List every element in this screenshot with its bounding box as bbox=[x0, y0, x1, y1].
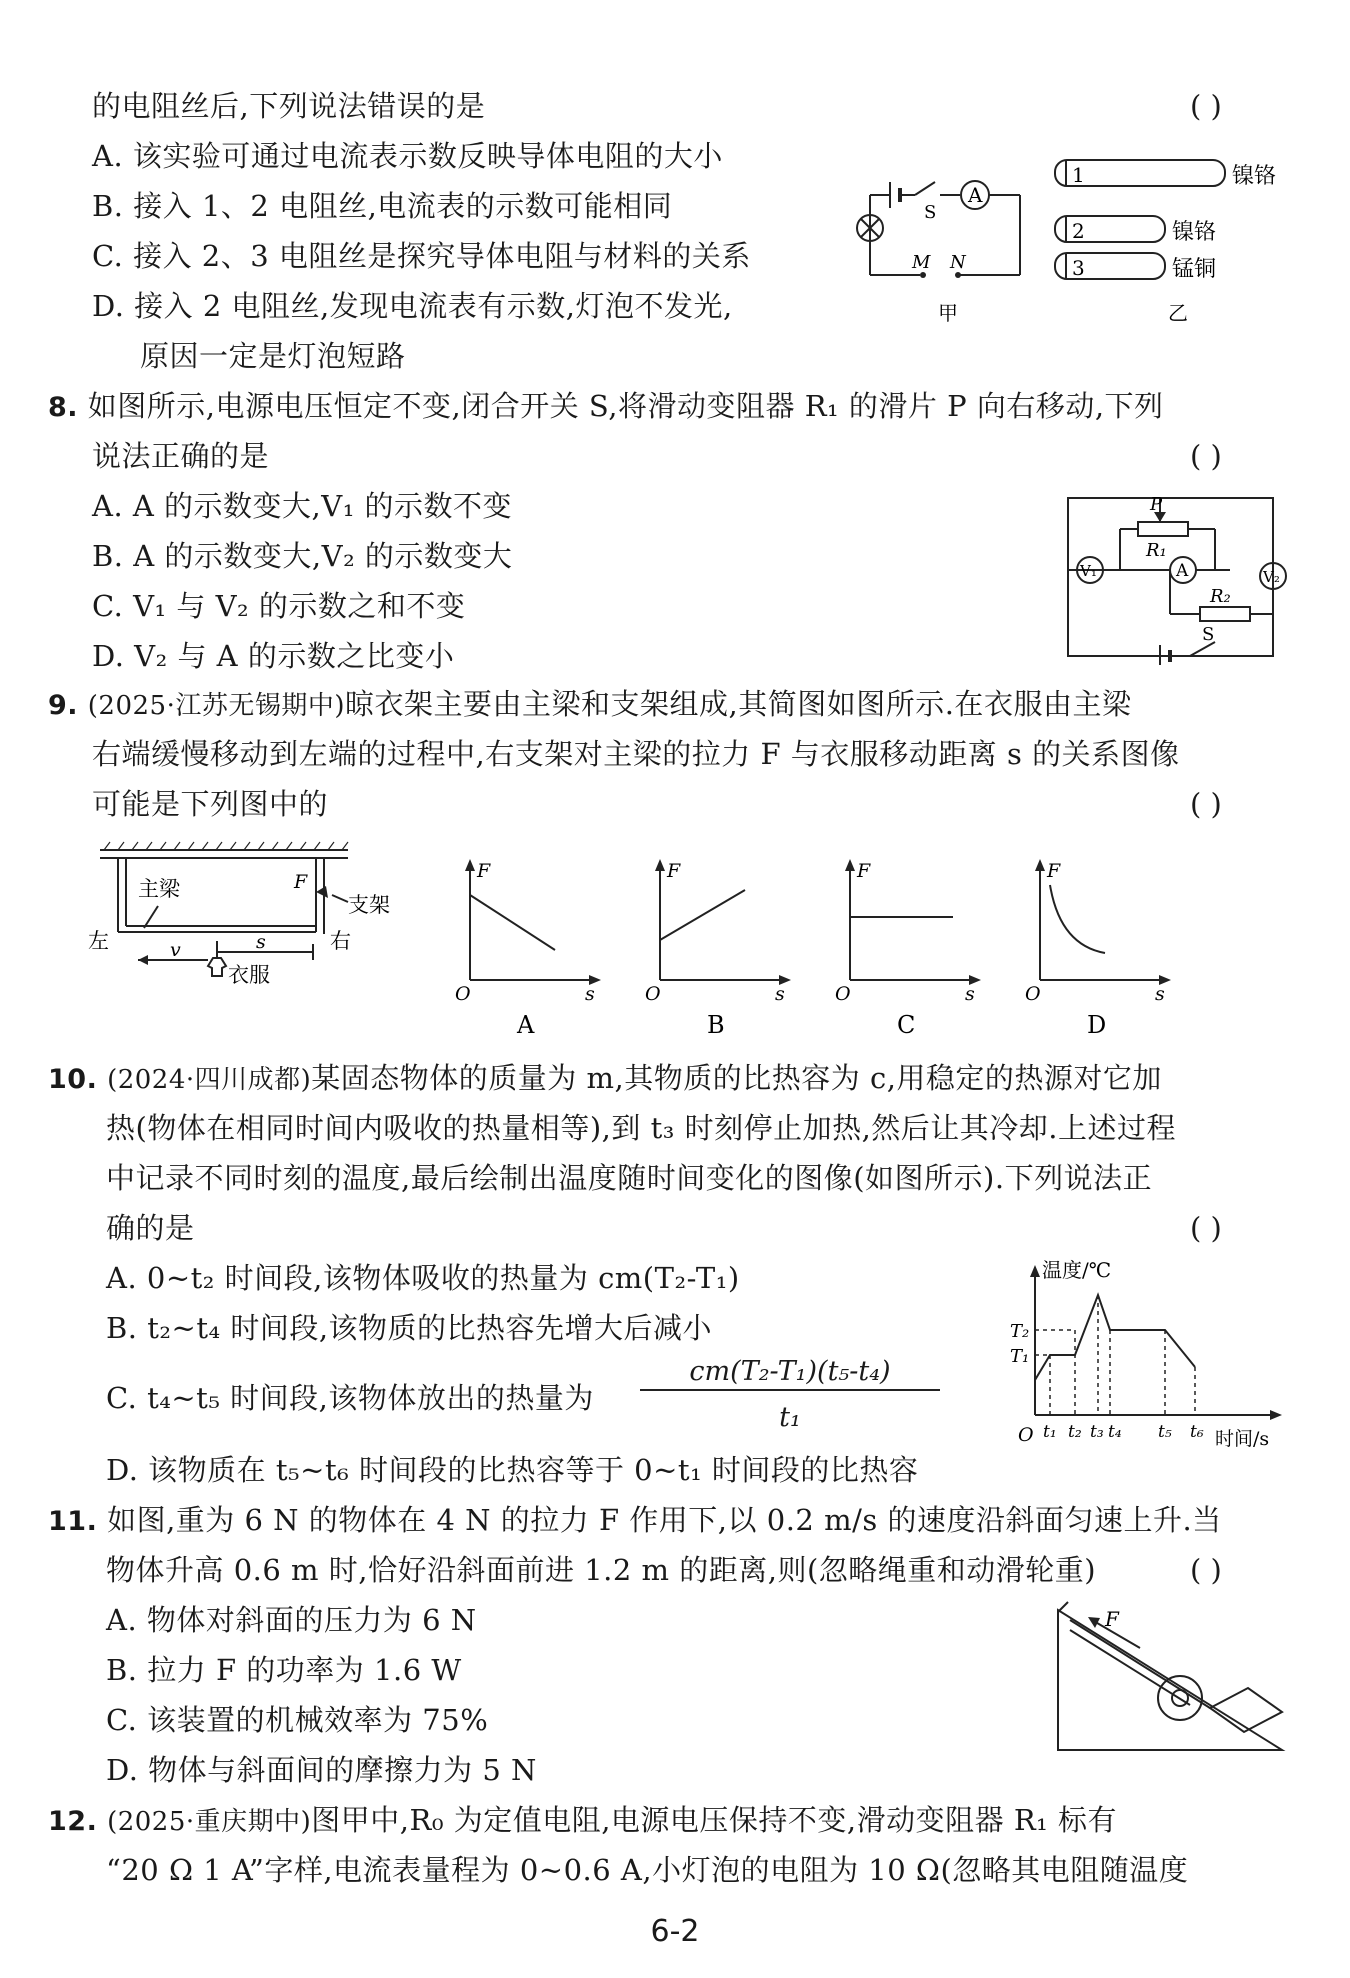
graph-d-x: s bbox=[1155, 983, 1165, 1005]
q12-number: 12. bbox=[48, 1806, 98, 1837]
q8-option-c[interactable]: C. V₁ 与 V₂ 的示数之和不变 bbox=[92, 589, 466, 623]
q8-number: 8. bbox=[48, 392, 79, 423]
graph-a-label: A bbox=[517, 1011, 535, 1035]
q12-line2: “20 Ω 1 A”字样,电流表量程为 0~0.6 A,小灯泡的电阻为 10 Ω(忽略其电阻随温度 bbox=[106, 1853, 1189, 1887]
graph-c-label: C bbox=[897, 1011, 916, 1035]
v2-label: V₂ bbox=[1263, 568, 1280, 586]
origin-label: O bbox=[1018, 1424, 1034, 1446]
q11-stem: 如图,重为 6 N 的物体在 4 N 的拉力 F 作用下,以 0.2 m/s 的速度沿斜面匀速上升.当 bbox=[107, 1503, 1222, 1537]
graph-c-origin: O bbox=[835, 983, 851, 1005]
r2-label: R₂ bbox=[1210, 586, 1231, 607]
q7-circuit-figure bbox=[850, 150, 1320, 330]
q10-line1 bbox=[48, 1060, 1162, 1098]
q7-option-d-cont: 原因一定是灯泡短路 bbox=[140, 339, 406, 373]
q12-stem: 图甲中,R₀ 为定值电阻,电源电压保持不变,滑动变阻器 R₁ 标有 bbox=[311, 1803, 1118, 1837]
tick-t6: t₆ bbox=[1190, 1422, 1204, 1442]
q9-graph-d[interactable] bbox=[1025, 855, 1175, 1035]
left-label: 左 bbox=[88, 929, 109, 953]
label-jia: 甲 bbox=[938, 301, 958, 325]
q8-option-d[interactable]: D. V₂ 与 A 的示数之比变小 bbox=[92, 639, 455, 673]
wire-2-number: 2 bbox=[1072, 219, 1085, 243]
q8-line2: 说法正确的是 bbox=[92, 439, 270, 473]
graph-a-y: F bbox=[477, 860, 491, 882]
q10-option-c-numerator: cm(T₂-T₁)(t₅-t₄) bbox=[640, 1356, 940, 1391]
wire-1-number: 1 bbox=[1072, 163, 1085, 187]
graph-d-label: D bbox=[1087, 1011, 1107, 1035]
q9-answer-paren[interactable]: ( ) bbox=[1190, 787, 1222, 821]
q10-option-d[interactable]: D. 该物质在 t₅~t₆ 时间段的比热容等于 0~t₁ 时间段的比热容 bbox=[106, 1453, 919, 1487]
label-yi: 乙 bbox=[1168, 301, 1188, 325]
page-number: 6-2 bbox=[650, 1914, 700, 1949]
q10-line2: 热(物体在相同时间内吸收的热量相等),到 t₃ 时刻停止加热,然后让其冷却.上述过程 bbox=[106, 1111, 1176, 1145]
main-beam-label: 主梁 bbox=[138, 877, 180, 901]
q10-line4: 确的是 bbox=[106, 1211, 195, 1245]
q7-option-c[interactable]: C. 接入 2、3 电阻丝是探究导体电阻与材料的关系 bbox=[92, 239, 751, 273]
q10-line3: 中记录不同时刻的温度,最后绘制出温度随时间变化的图像(如图所示).下列说法正 bbox=[106, 1161, 1153, 1195]
wire-1-material: 镍铬 bbox=[1232, 164, 1277, 189]
q9-line1 bbox=[48, 686, 1131, 724]
graph-d-origin: O bbox=[1025, 983, 1041, 1005]
q8-stem: 如图所示,电源电压恒定不变,闭合开关 S,将滑动变阻器 R₁ 的滑片 P 向右移动,下列 bbox=[87, 389, 1164, 423]
wire-3-number: 3 bbox=[1072, 256, 1085, 280]
q7-stem-tail: 的电阻丝后,下列说法错误的是 bbox=[92, 89, 486, 123]
q7-answer-paren[interactable]: ( ) bbox=[1190, 89, 1222, 123]
f-label: F bbox=[1105, 1607, 1119, 1631]
graph-b-x: s bbox=[775, 983, 785, 1005]
ammeter-label: A bbox=[968, 183, 983, 207]
q11-answer-paren[interactable]: ( ) bbox=[1190, 1553, 1222, 1587]
q8-circuit-figure bbox=[1050, 490, 1290, 665]
q11-incline-figure bbox=[1050, 1600, 1300, 1760]
q9-line3: 可能是下列图中的 bbox=[92, 787, 329, 821]
s-label: S bbox=[1202, 624, 1215, 645]
q12-line1 bbox=[48, 1802, 1117, 1840]
q10-stem: 某固态物体的质量为 m,其物质的比热容为 c,用稳定的热源对它加 bbox=[311, 1061, 1162, 1095]
q7-option-b[interactable]: B. 接入 1、2 电阻丝,电流表的示数可能相同 bbox=[92, 189, 673, 223]
f-label: F bbox=[294, 871, 308, 893]
q9-graph-b[interactable] bbox=[645, 855, 795, 1035]
q9-stem: 晾衣架主要由主梁和支架组成,其简图如图所示.在衣服由主梁 bbox=[345, 687, 1132, 721]
q11-option-c[interactable]: C. 该装置的机械效率为 75% bbox=[106, 1703, 489, 1737]
tick-t2: t₂ bbox=[1068, 1422, 1082, 1442]
q7-option-a[interactable]: A. 该实验可通过电流表示数反映导体电阻的大小 bbox=[92, 139, 723, 173]
wire-3-material: 锰铜 bbox=[1172, 257, 1217, 282]
n-label: N bbox=[950, 252, 966, 273]
q11-line2: 物体升高 0.6 m 时,恰好沿斜面前进 1.2 m 的距离,则(忽略绳重和动滑轮重) bbox=[106, 1553, 1097, 1587]
q10-option-c-denominator: t₁ bbox=[779, 1402, 801, 1433]
q8-option-a[interactable]: A. A 的示数变大,V₁ 的示数不变 bbox=[92, 489, 513, 523]
m-label: M bbox=[912, 252, 931, 273]
right-label: 右 bbox=[330, 929, 351, 953]
tick-t3: t₃ bbox=[1090, 1422, 1104, 1442]
switch-label: S bbox=[924, 202, 937, 223]
q9-line2: 右端缓慢移动到左端的过程中,右支架对主梁的拉力 F 与衣服移动距离 s 的关系图像 bbox=[92, 737, 1180, 771]
q8-answer-paren[interactable]: ( ) bbox=[1190, 439, 1222, 473]
q11-option-a[interactable]: A. 物体对斜面的压力为 6 N bbox=[106, 1603, 477, 1637]
q9-graph-a[interactable] bbox=[455, 855, 605, 1035]
q8-line1 bbox=[48, 388, 1164, 426]
wire-2-material: 镍铬 bbox=[1172, 220, 1217, 245]
q9-graph-c[interactable] bbox=[835, 855, 985, 1035]
q10-source: (2024·四川成都) bbox=[107, 1065, 312, 1095]
graph-a-origin: O bbox=[455, 983, 471, 1005]
q10-answer-paren[interactable]: ( ) bbox=[1190, 1211, 1222, 1245]
graph-c-x: s bbox=[965, 983, 975, 1005]
q12-source: (2025·重庆期中) bbox=[107, 1807, 312, 1837]
p-label: P bbox=[1150, 494, 1163, 515]
s-label: s bbox=[256, 931, 266, 953]
y-axis-label: 温度/℃ bbox=[1042, 1258, 1112, 1282]
q11-line1 bbox=[48, 1502, 1222, 1540]
q9-source: (2025·江苏无锡期中) bbox=[87, 691, 345, 721]
clothes-label: 衣服 bbox=[228, 963, 270, 987]
q10-temperature-graph bbox=[1010, 1255, 1310, 1450]
graph-a-x: s bbox=[585, 983, 595, 1005]
q10-option-b[interactable]: B. t₂~t₄ 时间段,该物质的比热容先增大后减小 bbox=[106, 1311, 713, 1345]
graph-d-y: F bbox=[1047, 860, 1061, 882]
v-label: v bbox=[170, 939, 181, 961]
q11-option-b[interactable]: B. 拉力 F 的功率为 1.6 W bbox=[106, 1653, 462, 1687]
x-axis-label: 时间/s bbox=[1215, 1428, 1270, 1450]
q9-rack-figure bbox=[88, 840, 408, 1000]
tick-t5: t₅ bbox=[1158, 1422, 1172, 1442]
support-label: 支架 bbox=[348, 893, 390, 917]
q10-number: 10. bbox=[48, 1064, 98, 1095]
graph-b-y: F bbox=[667, 860, 681, 882]
tick-t4: t₄ bbox=[1108, 1422, 1122, 1442]
a-label: A bbox=[1176, 561, 1189, 581]
graph-b-origin: O bbox=[645, 983, 661, 1005]
t2-temp-label: T₂ bbox=[1010, 1321, 1030, 1342]
q10-option-a[interactable]: A. 0~t₂ 时间段,该物体吸收的热量为 cm(T₂-T₁) bbox=[106, 1261, 740, 1295]
q7-option-d[interactable]: D. 接入 2 电阻丝,发现电流表有示数,灯泡不发光, bbox=[92, 289, 733, 323]
graph-c-y: F bbox=[857, 860, 871, 882]
v1-label: V₁ bbox=[1080, 562, 1097, 580]
q8-option-b[interactable]: B. A 的示数变大,V₂ 的示数变大 bbox=[92, 539, 513, 573]
t1-temp-label: T₁ bbox=[1010, 1346, 1030, 1367]
tick-t1: t₁ bbox=[1043, 1422, 1057, 1442]
graph-b-label: B bbox=[707, 1011, 725, 1035]
q11-number: 11. bbox=[48, 1506, 98, 1537]
q9-number: 9. bbox=[48, 690, 79, 721]
r1-label: R₁ bbox=[1146, 540, 1167, 561]
q10-option-c[interactable]: C. t₄~t₅ 时间段,该物体放出的热量为 bbox=[106, 1381, 594, 1415]
q11-option-d[interactable]: D. 物体与斜面间的摩擦力为 5 N bbox=[106, 1753, 537, 1787]
